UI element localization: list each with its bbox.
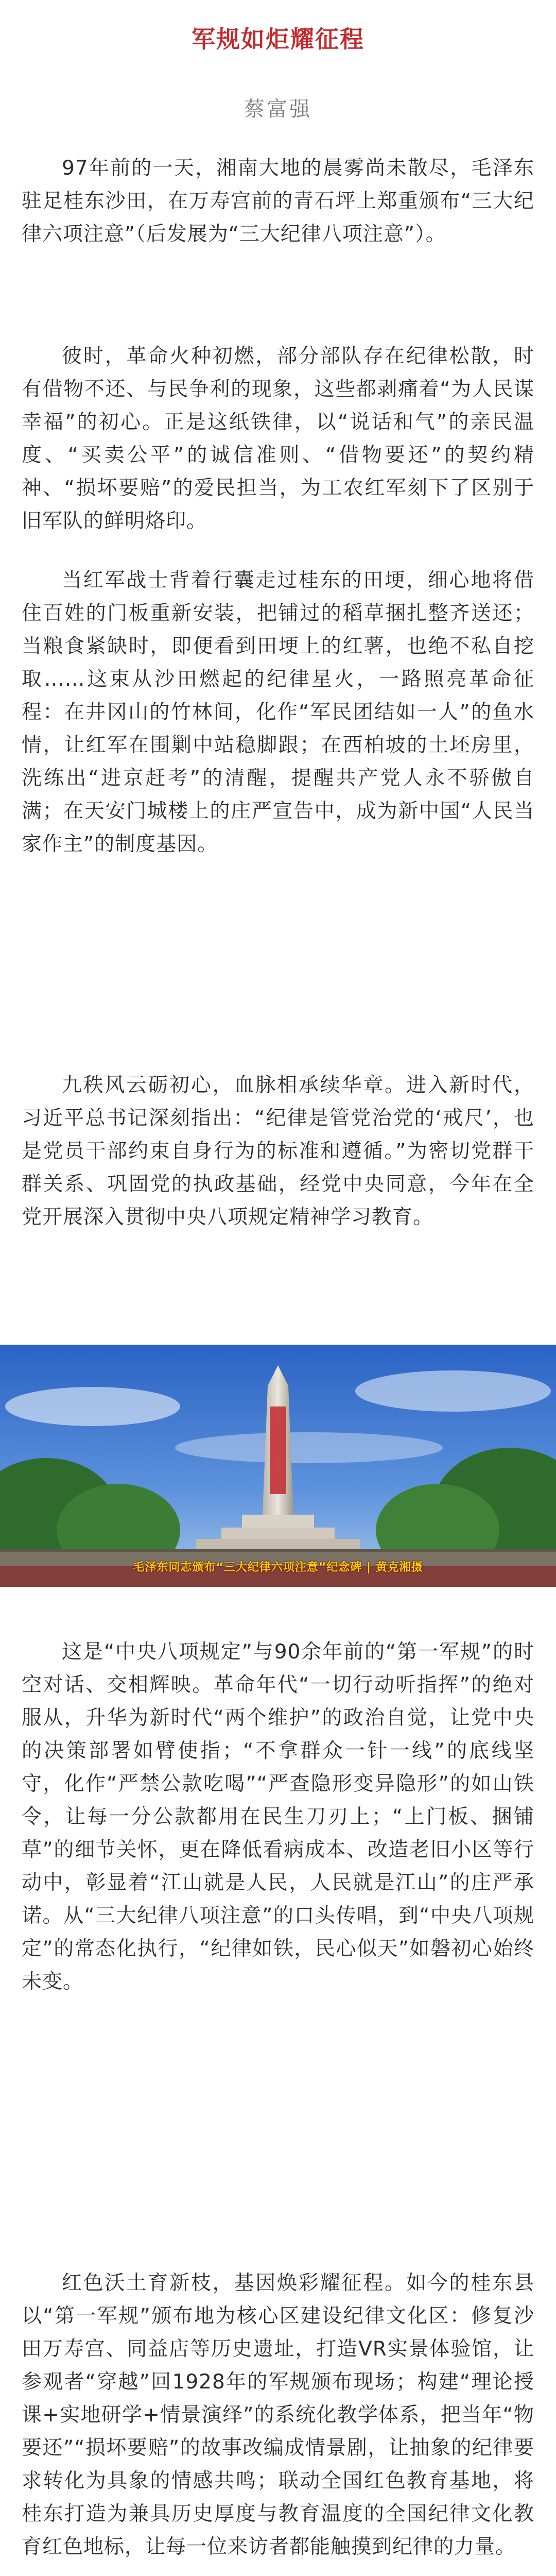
author-name: 蔡富强 <box>244 97 312 121</box>
paragraph-2: 彼时，革命火种初燃，部分部队存在纪律松散，时有借物不还、与民争利的现象，这些都剥痛着“为人民谋幸福”的初心。正是这纸铁律，以“说话和气”的亲民温度、“买卖公平”的诚信准则、“借物要还”的契约精神、“损坏要赔”的爱民担当，为工农红军刻下了区别于旧军队的鲜明烙印。 <box>22 345 534 533</box>
article-title: 军规如炬耀征程 <box>192 25 364 53</box>
paragraph-1: 97年前的一天，湘南大地的晨雾尚未散尽，毛泽东驻足桂东沙田，在万寿宫前的青石坪上郑重颁布“三大纪律六项注意”（后发展为“三大纪律八项注意”）。 <box>22 157 534 246</box>
paragraph-3: 当红军战士背着行囊走过桂东的田埂，细心地将借住百姓的门板重新安装，把铺过的稻草捆扎整齐送还；当粮食紧缺时，即便看到田埂上的红薯，也绝不私自挖取……这束从沙田燃起的纪律星火，一路照亮革命征程：在井冈山的竹林间，化作“军民团结如一人”的鱼水情，让红军在围剿中站稳脚跟；在西柏坡的土坯房里，洗练出“进京赶考”的清醒，提醒共产党人永不骄傲自满；在天安门城楼上的庄严宣告中，成为新中国“人民当家作主”的制度基因。 <box>22 569 534 856</box>
paragraph-5: 这是“中央八项规定”与90余年前的“第一军规”的时空对话、交相辉映。革命年代“一切行动听指挥”的绝对服从，升华为新时代“两个维护”的政治自觉，让党中央的决策部署如臂使指；“不拿群众一针一线”的底线坚守，化作“严禁公款吃喝”“严查隐形变异隐形”的如山铁令，让每一分公款都用在民生刀刃上；“上门板、捆铺草”的细节关怀，更在降低看病成本、改造老旧小区等行动中，彰显着“江山就是人民，人民就是江山”的庄严承诺。从“三大纪律八项注意”的口头传唱，到“中央八项规定”的常态化执行，“纪律如铁，民心似天”如磐初心始终未变。 <box>22 1640 534 1993</box>
monument-photo <box>0 1345 556 1587</box>
paragraph-4: 九秩风云砺初心，血脉相承续华章。进入新时代，习近平总书记深刻指出：“纪律是管党治党的‘戒尺’，也是党员干部约束自身行为的标准和遵循。”为密切党群干群关系、巩固党的执政基础，经党中央同意，今年在全党开展深入贯彻中央八项规定精神学习教育。 <box>22 1074 534 1229</box>
photo-caption: 毛泽东同志颁布“三大纪律六项注意”纪念碑 | 黄克湘摄 <box>133 1561 423 1574</box>
monument-image <box>0 1345 556 1587</box>
paragraph-6: 红色沃土育新枝，基因焕彩耀征程。如今的桂东县以“第一军规”颁布地为核心区建设纪律文化区：修复沙田万寿宫、同益店等历史遗址，打造VR实景体验馆，让参观者“穿越”回1928年的军规颁布现场；构建“理论授课+实地研学+情景演绎”的系统化教学体系，把当年“物要还”“损坏要赔”的故事改编成情景剧，让抽象的纪律要求转化为具象的情感共鸣；联动全国红色教育基地，将桂东打造为兼具历史厚度与教育温度的全国纪律文化教育红色地标，让每一位来访者都能触摸到纪律的力量。 <box>22 2272 534 2558</box>
